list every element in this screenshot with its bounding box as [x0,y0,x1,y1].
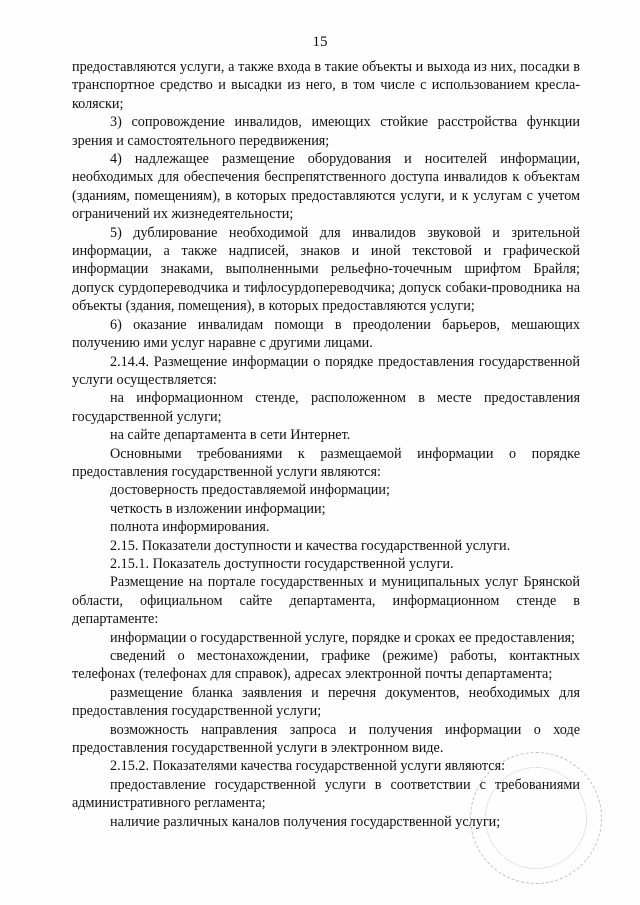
paragraph: Основными требованиями к размещаемой информации о порядке предоставления государственной услуги являются: [72,445,580,480]
faint-stamp-inner-ring [485,767,587,869]
paragraph: 6) оказание инвалидам помощи в преодолении барьеров, мешающих получению ими услуг наравне с другими лицами. [72,316,580,352]
paragraph: 5) дублирование необходимой для инвалидов звуковой и зрительной информации, а также надписей, знаков и иной текстовой и графической информации знаками, выполненными рельефно-точечным шрифтом Брайля; допуск сурдопереводчика и тифлосурдопереводчика; допуск собаки-проводника на объекты (здания, помещения), в которых предоставляются услуги; [72,224,580,315]
paragraph: сведений о местонахождении, графике (режиме) работы, контактных телефонах (телефонах для справок), адресах электронной почты департамента; [72,648,580,683]
document-body [72,58,580,831]
paragraph: 2.14.4. Размещение информации о порядке предоставления государственной услуги осуществляется: [72,353,580,388]
paragraph: предоставление государственной услуги в соответствии с требованиями административного регламента; [72,776,580,812]
section-heading: 2.15.1. Показатель доступности государственной услуги. [110,555,454,572]
paragraph: полнота информирования. [110,519,270,536]
paragraph: предоставляются услуги, а также входа в такие объекты и выхода из них, посадки в транспортное средство и высадки из него, в том числе с использованием кресла-коляски; [72,59,580,112]
paragraph: 3) сопровождение инвалидов, имеющих стойкие расстройства функции зрения и самостоятельного передвижения; [72,114,580,149]
paragraph: четкость в изложении информации; [110,500,326,517]
paragraph: наличие различных каналов получения государственной услуги; [110,813,501,830]
paragraph: 4) надлежащее размещение оборудования и носителей информации, необходимых для обеспечения беспрепятственного доступа инвалидов к объектам (зданиям, помещениям), в которых предоставляются услуги, и к услугам с учетом ограничений их жизнедеятельности; [72,151,580,223]
section-heading: 2.15.2. Показателями качества государственной услуги являются: [110,758,506,775]
faint-stamp-seal [470,752,602,884]
section-heading: 2.15. Показатели доступности и качества государственной услуги. [110,537,511,554]
page-number: 15 [312,34,328,50]
paragraph: на сайте департамента в сети Интернет. [110,427,351,444]
paragraph: Размещение на портале государственных и муниципальных услуг Брянской области, официальном сайте департамента, информационном стенде в департаменте: [72,574,580,628]
paragraph: на информационном стенде, расположенном в месте предоставления государственной услуги; [72,390,580,425]
paragraph: достоверность предоставляемой информации; [110,482,390,499]
paragraph: возможность направления запроса и получения информации о ходе предоставления государственной услуги в электронном виде. [72,721,580,757]
paragraph: размещение бланка заявления и перечня документов, необходимых для предоставления государственной услуги; [72,684,580,720]
paragraph: информации о государственной услуге, порядке и сроках ее предоставления; [110,629,575,646]
